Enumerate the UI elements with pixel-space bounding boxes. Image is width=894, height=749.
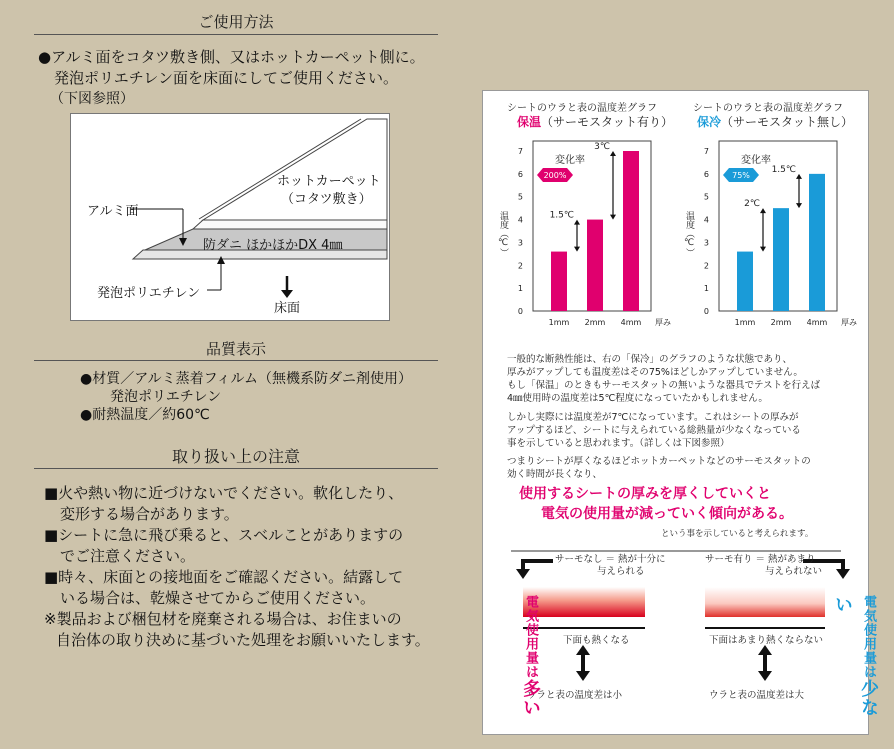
left-chart-diff-head-bottom-1 <box>610 215 616 220</box>
label-foam: 発泡ポリエチレン <box>97 286 201 301</box>
right-chart-ylabel: 温度（℃） <box>684 211 694 257</box>
label-product: 防ダニ ほかほかDX 4㎜ <box>203 238 343 253</box>
right-chart-bar-2mm <box>773 208 789 311</box>
right-chart-ytick-4: 4 <box>703 215 709 225</box>
label-hot-carpet: ホットカーペット <box>277 174 381 189</box>
right-chart-ytick-6: 6 <box>703 169 709 179</box>
conclusion: という事を示していると考えられます。 <box>661 529 814 539</box>
usage-line-2: 発泡ポリエチレン面を床面にしてご使用ください。 <box>54 69 399 87</box>
right-graph-sub-rest: （サーモスタット無し） <box>721 115 854 129</box>
usage-diagram <box>70 113 390 321</box>
left-chart-xtick-0: 1mm <box>548 318 570 327</box>
left-chart-annotation-0: 1.5℃ <box>549 210 574 221</box>
left-box-below: 下面も熱くなる <box>563 635 630 646</box>
left-chart-change-label: 変化率 <box>555 155 585 166</box>
left-chart-xtick-1: 2mm <box>584 318 606 327</box>
right-box-label-1: サーモ有り ＝ 熱があまり <box>705 554 816 565</box>
right-chart-xlabel: 厚み <box>841 318 857 327</box>
left-chart-bar-1mm <box>551 252 567 311</box>
right-chart-diff-head-top-0 <box>760 208 766 213</box>
para1-line-4: 4㎜使用時の温度差は5℃程度になっていたかもしれません。 <box>507 393 768 404</box>
caution-line-6: いる場合は、乾燥させてからご使用ください。 <box>60 589 376 607</box>
right-chart-bar-1mm <box>737 252 753 311</box>
headline-2: 電気の使用量が減っていく傾向がある。 <box>541 506 793 522</box>
right-chart-xtick-2: 4mm <box>806 318 828 327</box>
caution-title: 取り扱い上の注意 <box>171 447 300 466</box>
left-chart-change-rate: 200% <box>543 171 567 180</box>
caution-line-2: 変形する場合があります。 <box>60 505 239 523</box>
right-chart-ytick-0: 0 <box>703 307 709 316</box>
usage-rule <box>34 34 438 35</box>
left-vert-main: 電気使用量は <box>523 595 538 679</box>
para1-line-2: 厚みがアップしても温度差はその75%ほどしかアップしていません。 <box>507 367 803 378</box>
left-chart-diff-head-top-1 <box>610 151 616 156</box>
quality-line-1: ●材質／アルミ蒸着フィルム（無機系防ダニ剤使用） <box>80 371 412 387</box>
left-chart-xlabel: 厚み <box>655 318 671 327</box>
right-graph-title: シートのウラと表の温度差グラフ <box>693 103 843 114</box>
right-chart-change-rate: 75% <box>732 171 750 180</box>
right-box-below: 下面はあまり熱くならない <box>709 635 824 646</box>
right-chart-xtick-0: 1mm <box>734 318 756 327</box>
headline-1: 使用するシートの厚みを厚くしていくと <box>519 486 771 502</box>
left-chart-ytick-5: 5 <box>517 192 523 202</box>
caution-line-4: でご注意ください。 <box>60 547 196 565</box>
para3-line-2: 効く時間が長くなり、 <box>507 469 603 480</box>
quality-line-2: 発泡ポリエチレン <box>110 389 222 405</box>
right-chart-ytick-3: 3 <box>703 238 709 248</box>
right-chart-annotation-0: 2℃ <box>744 199 760 210</box>
left-chart-ytick-4: 4 <box>517 215 523 225</box>
left-vert-end: 多い <box>520 679 541 717</box>
right-vert-end: 少ない <box>832 595 879 717</box>
right-chart-xtick-1: 2mm <box>770 318 792 327</box>
right-box-label-2: 与えられない <box>765 566 823 577</box>
caution-rule <box>34 468 438 469</box>
left-graph-sub-main: 保温 <box>517 115 542 129</box>
left-chart-diff-head-bottom-0 <box>574 247 580 252</box>
right-box-diff: ウラと表の温度差は大 <box>709 690 805 701</box>
left-chart-xtick-2: 4mm <box>620 318 642 327</box>
caution-line-7: ※製品および梱包材を廃棄される場合は、お住まいの <box>44 610 402 628</box>
left-chart-ytick-7: 7 <box>517 147 523 156</box>
para3-line-1: つまりシートが厚くなるほどホットカーペットなどのサーモスタットの <box>507 456 811 467</box>
para2-line-3: 事を示していると思われます。（詳しくは下図参照） <box>507 438 730 449</box>
quality-rule <box>34 360 438 361</box>
right-chart-ytick-2: 2 <box>703 261 709 271</box>
right-chart-ytick-5: 5 <box>703 192 709 202</box>
right-vertical-label <box>829 595 881 734</box>
right-vert-main: 電気使用量は <box>861 595 876 679</box>
para2-line-2: アップするほど、シートに与えられている総熱量が少なくなっている <box>507 425 801 436</box>
right-chart-annotation-1: 1.5℃ <box>771 164 796 175</box>
left-chart-annotation-1: 3℃ <box>594 142 610 152</box>
left-chart-bar-2mm <box>587 220 603 311</box>
right-chart-change-label: 変化率 <box>741 155 771 166</box>
para1-line-1: 一般的な断熱性能は、右の「保冷」のグラフのような状態であり、 <box>507 354 793 365</box>
caution-line-1: ■火や熱い物に近づけないでください。軟化したり、 <box>44 484 404 502</box>
usage-line-3: （下図参照） <box>50 91 134 107</box>
left-chart-ytick-6: 6 <box>517 169 523 179</box>
quality-title: 品質表示 <box>205 340 266 358</box>
right-chart-diff-head-top-1 <box>796 174 802 179</box>
right-chart-ytick-1: 1 <box>703 284 709 294</box>
left-box-label-2: 与えられる <box>597 566 645 577</box>
left-box-label-1: サーモなし ＝ 熱が十分に <box>555 554 666 565</box>
label-floor: 床面 <box>274 301 301 316</box>
left-chart-ytick-0: 0 <box>517 307 523 316</box>
left-vertical-label <box>517 595 543 717</box>
right-graph-subtitle <box>697 113 853 130</box>
cold-retention-chart <box>679 131 859 341</box>
left-box-diff: ウラと表の温度差は小 <box>527 690 623 701</box>
label-kotatsu: （コタツ敷き） <box>281 192 372 207</box>
right-chart-diff-head-bottom-0 <box>760 247 766 252</box>
left-chart-ylabel: 温度（℃） <box>498 211 508 257</box>
right-chart-ytick-7: 7 <box>703 147 709 156</box>
caution-line-5: ■時々、床面との接地面をご確認ください。結露して <box>44 568 404 586</box>
caution-line-8: 自治体の取り決めに基づいた処理をお願いいたします。 <box>56 631 430 649</box>
left-graph-title: シートのウラと表の温度差グラフ <box>507 103 657 114</box>
heat-retention-chart <box>493 131 673 341</box>
right-chart-diff-head-bottom-1 <box>796 203 802 208</box>
left-chart-ytick-3: 3 <box>517 238 523 248</box>
label-alumi: アルミ面 <box>87 204 139 219</box>
usage-line-1: ●アルミ面をコタツ敷き側、又はホットカーペット側に。 <box>38 48 425 66</box>
para1-line-3: もし「保温」のときもサーモスタットの無いような器具でテストを行えば <box>507 380 821 391</box>
info-panel <box>482 90 879 735</box>
para2-line-1: しかし実際には温度差が7℃になっています。これはシートの厚みが <box>507 412 799 423</box>
left-chart-ytick-1: 1 <box>517 284 523 294</box>
left-graph-subtitle <box>517 113 673 130</box>
caution-line-3: ■シートに急に飛び乗ると、スベルことがありますの <box>44 526 404 544</box>
left-chart-bar-4mm <box>623 151 639 311</box>
usage-title: ご使用方法 <box>198 13 274 31</box>
right-chart-bar-4mm <box>809 174 825 311</box>
left-graph-sub-rest: （サーモスタット有り） <box>541 115 674 129</box>
left-chart-diff-head-top-0 <box>574 220 580 225</box>
right-graph-sub-main: 保冷 <box>697 115 722 129</box>
left-chart-ytick-2: 2 <box>517 261 523 271</box>
quality-line-3: ●耐熱温度／約60℃ <box>80 407 210 423</box>
